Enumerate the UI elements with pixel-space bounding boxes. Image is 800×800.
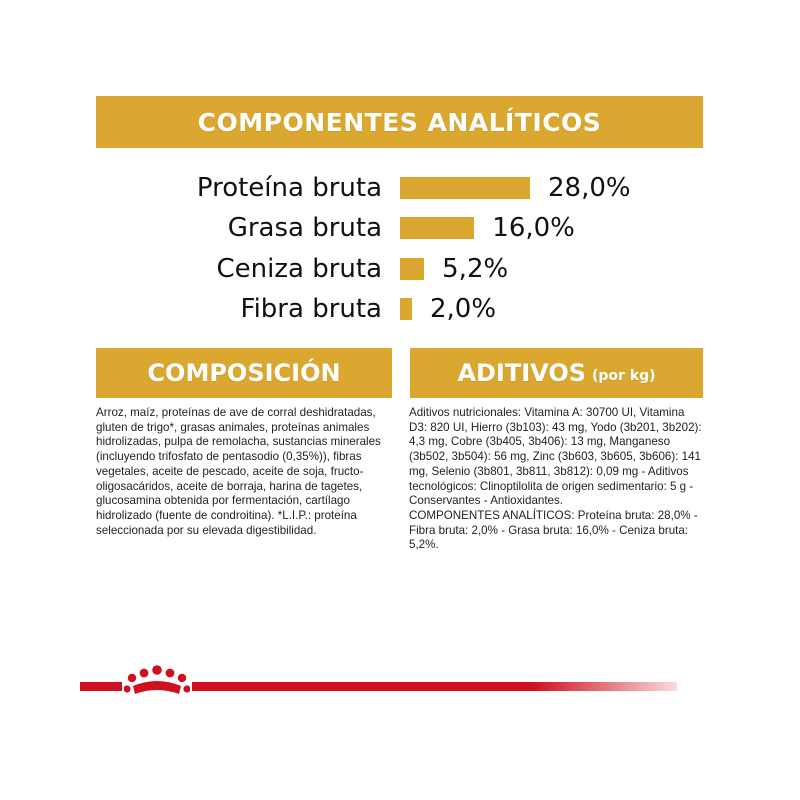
nutrient-row-ash: [0, 249, 800, 289]
analytics-title: COMPONENTES ANALÍTICOS: [197, 107, 602, 137]
additives-text-block: [409, 406, 705, 553]
composition-title: COMPOSICIÓN: [147, 359, 341, 387]
composition-title-banner: [96, 348, 392, 398]
nutrient-bar: [400, 217, 474, 239]
nutrient-label: Proteína bruta: [196, 173, 382, 203]
nutrient-value: 16,0%: [492, 213, 575, 243]
nutrient-bar: [400, 298, 412, 320]
nutrient-row-protein: [0, 168, 800, 208]
composition-text: Arroz, maíz, proteínas de ave de corral deshidratadas, gluten de trigo*, grasas animales, proteínas animales hidrolizadas, pulpa de remolacha, sustancias minerales (incluyendo trifosfato de pentasodio (0,35%)), fibras vegetales, aceite de pescado, aceite de soja, fructo-oligosacáridos, aceite de borraja, harina de tagetes, glucosamina obtenida por fermentación, cartílago hidrolizado (fuente de condroitina). *L.I.P.: proteína seleccionada por su elevada digestibilidad.: [96, 406, 381, 537]
nutrient-value: 28,0%: [548, 173, 631, 203]
footer-red-line-right: [192, 682, 677, 691]
nutrient-label: Grasa bruta: [227, 213, 382, 243]
nutrient-bar: [400, 177, 530, 199]
additives-text: Aditivos nutricionales: Vitamina A: 30700 UI, Vitamina D3: 820 UI, Hierro (3b103): 43 mg, Yodo (3b201, 3b202): 4,3 mg, Cobre (3b405, 3b406): 13 mg, Manganeso (3b502, 3b504): 56 mg, Zinc (3b603, 3b605, 3b606): 141 mg, Selenio (3b801, 3b811, 3b812): 0,09 mg - Aditivos tecnológicos: Clinoptilolita de origen sedimentario: 5 g - Conservantes - Antioxidantes.: [409, 406, 702, 508]
nutrient-value: 2,0%: [430, 294, 497, 324]
nutrient-label: Ceniza bruta: [216, 254, 382, 284]
royal-canin-crown-icon: [124, 664, 190, 700]
additives-subtitle: (por kg): [592, 368, 656, 384]
analytics-title-banner: [96, 96, 703, 148]
nutrient-bar: [400, 258, 424, 280]
nutrient-value: 5,2%: [442, 254, 509, 284]
additives-title: ADITIVOS: [457, 359, 587, 387]
additives-title-banner: [410, 348, 703, 398]
nutrient-row-fat: [0, 208, 800, 248]
additives-analytics-text: COMPONENTES ANALÍTICOS: Proteína bruta: 28,0% - Fibra bruta: 2,0% - Grasa bruta: 16,0% - Ceniza bruta: 5,2%.: [409, 508, 698, 552]
nutrient-label: Fibra bruta: [240, 294, 382, 324]
nutrient-row-fiber: [0, 289, 800, 329]
footer-red-line-left: [80, 682, 122, 691]
